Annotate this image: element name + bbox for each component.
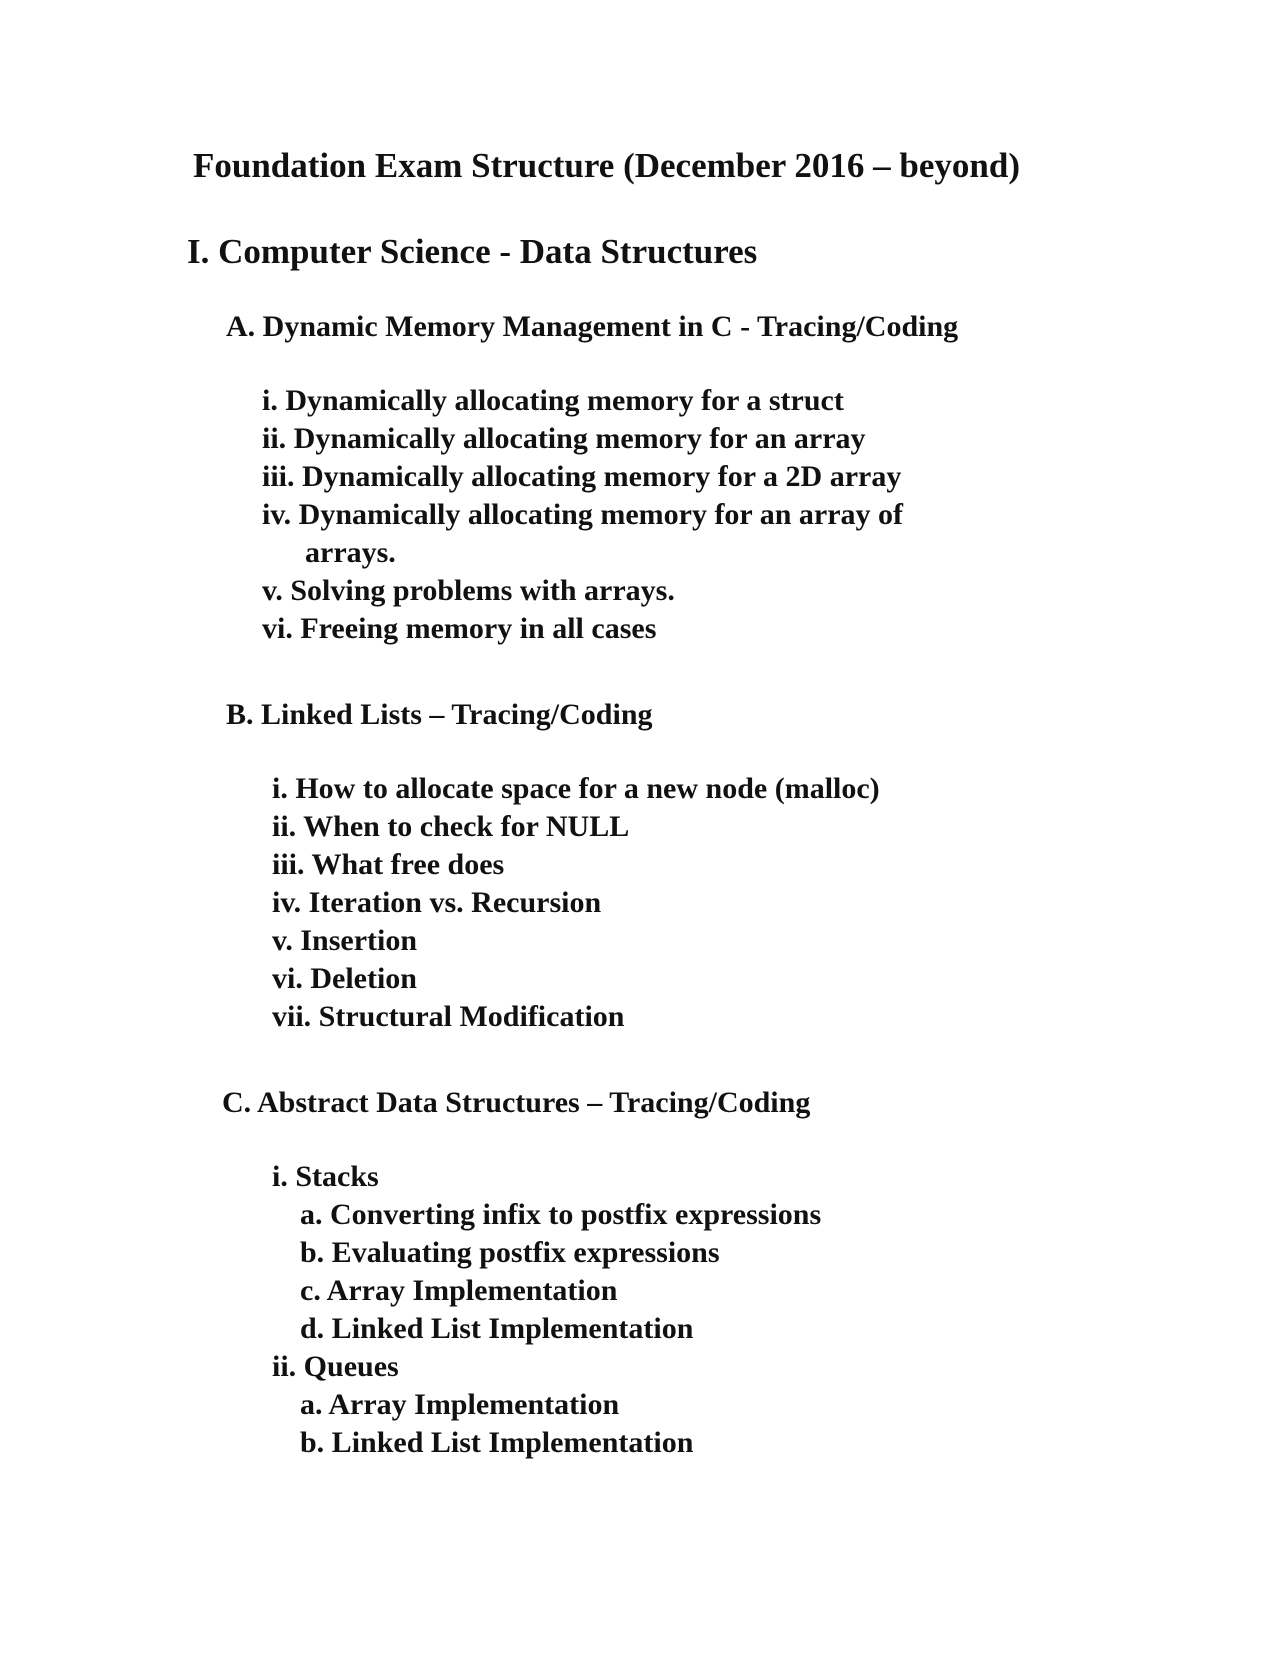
section-c-queues-sub-a: a. Array Implementation bbox=[300, 1388, 620, 1421]
section-c-item-queues: ii. Queues bbox=[272, 1350, 399, 1383]
section-a-item-4: iv. Dynamically allocating memory for an array of bbox=[262, 498, 904, 531]
section-c-stacks-sub-d: d. Linked List Implementation bbox=[300, 1312, 694, 1345]
part-heading: I. Computer Science - Data Structures bbox=[187, 232, 758, 271]
section-a-item-6: vi. Freeing memory in all cases bbox=[262, 612, 657, 645]
section-b-item-6: vi. Deletion bbox=[272, 962, 417, 995]
section-b-item-4: iv. Iteration vs. Recursion bbox=[272, 886, 602, 919]
document-title: Foundation Exam Structure (December 2016 – beyond) bbox=[193, 146, 1021, 185]
section-a-item-1: i. Dynamically allocating memory for a struct bbox=[262, 384, 844, 417]
section-b-item-2: ii. When to check for NULL bbox=[272, 810, 630, 843]
section-c-queues-sub-b: b. Linked List Implementation bbox=[300, 1426, 694, 1459]
section-b-item-7: vii. Structural Modification bbox=[272, 1000, 625, 1033]
section-b-item-1: i. How to allocate space for a new node (malloc) bbox=[272, 772, 880, 805]
section-b-item-5: v. Insertion bbox=[272, 924, 418, 957]
section-c-stacks-sub-b: b. Evaluating postfix expressions bbox=[300, 1236, 720, 1269]
section-a-item-5: v. Solving problems with arrays. bbox=[262, 574, 675, 607]
section-c-heading: C. Abstract Data Structures – Tracing/Coding bbox=[222, 1086, 811, 1119]
section-a-heading: A. Dynamic Memory Management in C - Tracing/Coding bbox=[226, 310, 959, 343]
section-a-item-2: ii. Dynamically allocating memory for an array bbox=[262, 422, 866, 455]
section-b-item-3: iii. What free does bbox=[272, 848, 505, 881]
section-b-heading: B. Linked Lists – Tracing/Coding bbox=[226, 698, 653, 731]
section-c-item-stacks: i. Stacks bbox=[272, 1160, 379, 1193]
section-a-item-4-continued: arrays. bbox=[305, 536, 396, 569]
section-a-item-3: iii. Dynamically allocating memory for a 2D array bbox=[262, 460, 902, 493]
section-c-stacks-sub-c: c. Array Implementation bbox=[300, 1274, 618, 1307]
section-c-stacks-sub-a: a. Converting infix to postfix expressions bbox=[300, 1198, 822, 1231]
